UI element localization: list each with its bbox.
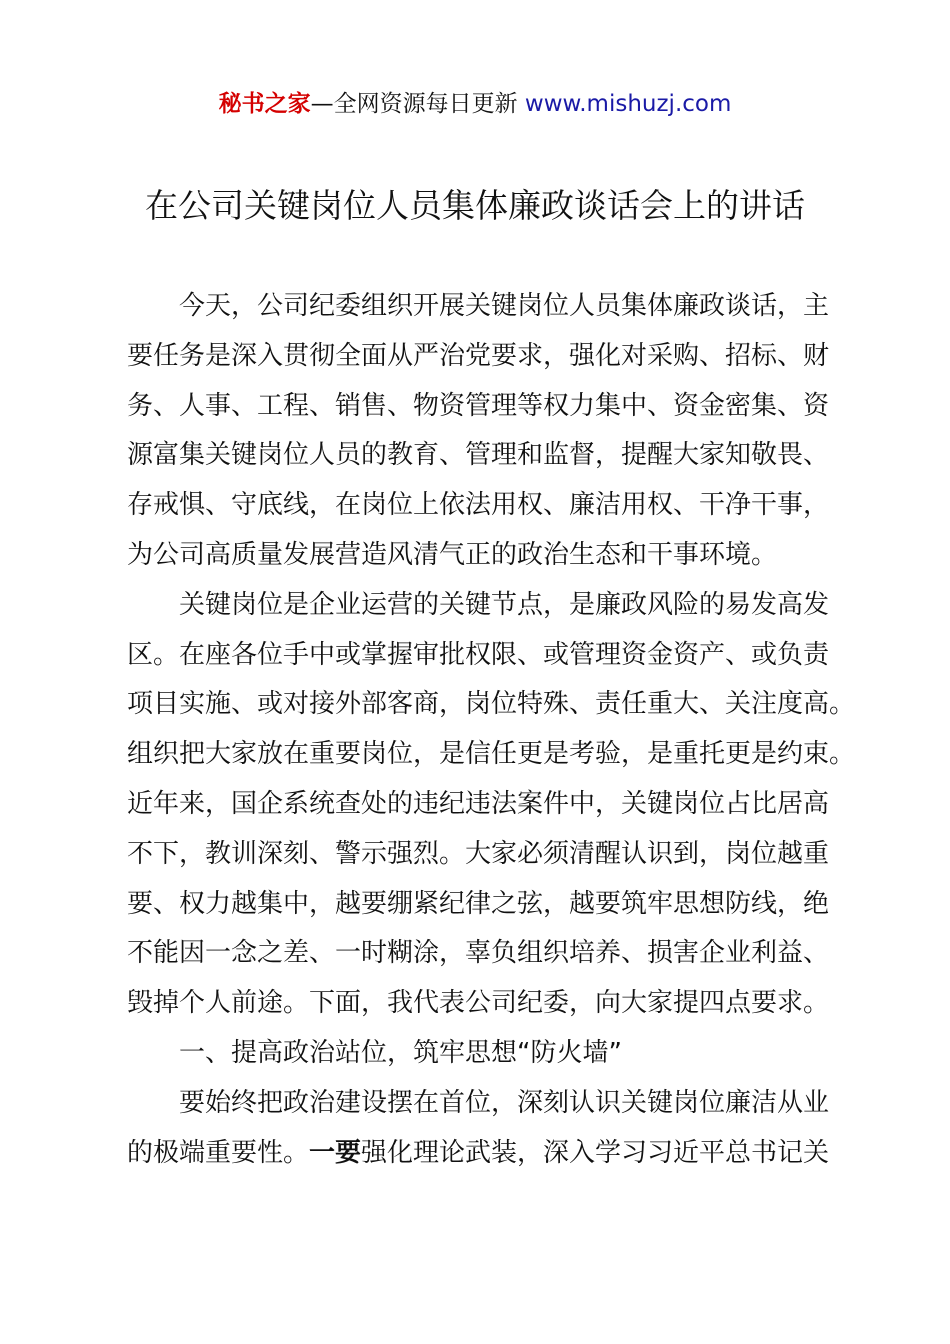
document-body (127, 282, 856, 1178)
paragraph-line: 源富集关键岗位人员的教育、管理和监督，提醒大家知敬畏、 (127, 440, 830, 471)
line-text: 的极端重要性。 (127, 1137, 310, 1168)
paragraph-line: 近年来，国企系统查处的违纪违法案件中，关键岗位占比居高 (127, 788, 830, 819)
paragraph-line (127, 1129, 837, 1179)
page-header (0, 86, 950, 122)
line-text: 强化理论武装，深入学习习近平总书记关 (361, 1137, 830, 1168)
section-heading: 一、提高政治站位，筑牢思想“防火墙” (179, 1037, 622, 1068)
brand-name: 秘书之家 (218, 91, 311, 117)
paragraph-line: 不能因一念之差、一时糊涂，辜负组织培养、损害企业利益、 (127, 938, 830, 969)
paragraph-line: 组织把大家放在重要岗位，是信任更是考验，是重托更是约束。 (127, 739, 856, 770)
paragraph-line: 关键岗位是企业运营的关键节点，是廉政风险的易发高发 (179, 589, 830, 620)
paragraph-line: 要始终把政治建设摆在首位，深刻认识关键岗位廉洁从业 (179, 1087, 830, 1118)
paragraph-line: 为公司高质量发展营造风清气正的政治生态和干事环境。 (127, 539, 778, 570)
paragraph-line: 不下，教训深刻、警示强烈。大家必须清醒认识到，岗位越重 (127, 838, 830, 869)
bold-keyword: 一要 (309, 1137, 362, 1168)
header-url[interactable]: www.mishuzj.com (524, 91, 732, 117)
paragraph-line: 要任务是深入贯彻全面从严治党要求，强化对采购、招标、财 (127, 340, 830, 371)
paragraph-line: 毁掉个人前途。下面，我代表公司纪委，向大家提四点要求。 (127, 988, 830, 1019)
paragraph-line: 务、人事、工程、销售、物资管理等权力集中、资金密集、资 (127, 390, 830, 421)
paragraph-line: 要、权力越集中，越要绷紧纪律之弦，越要筑牢思想防线，绝 (127, 888, 830, 919)
paragraph-line: 区。在座各位手中或掌握审批权限、或管理资金资产、或负责 (127, 639, 830, 670)
paragraph-line: 项目实施、或对接外部客商，岗位特殊、责任重大、关注度高。 (127, 689, 856, 720)
document-title: 在公司关键岗位人员集体廉政谈话会上的讲话 (145, 186, 805, 225)
paragraph-line: 今天，公司纪委组织开展关键岗位人员集体廉政谈话，主 (179, 291, 830, 321)
paragraph-line: 存戒惧、守底线，在岗位上依法用权、廉洁用权、干净干事， (127, 490, 830, 521)
header-tagline: —全网资源每日更新 (310, 91, 525, 117)
